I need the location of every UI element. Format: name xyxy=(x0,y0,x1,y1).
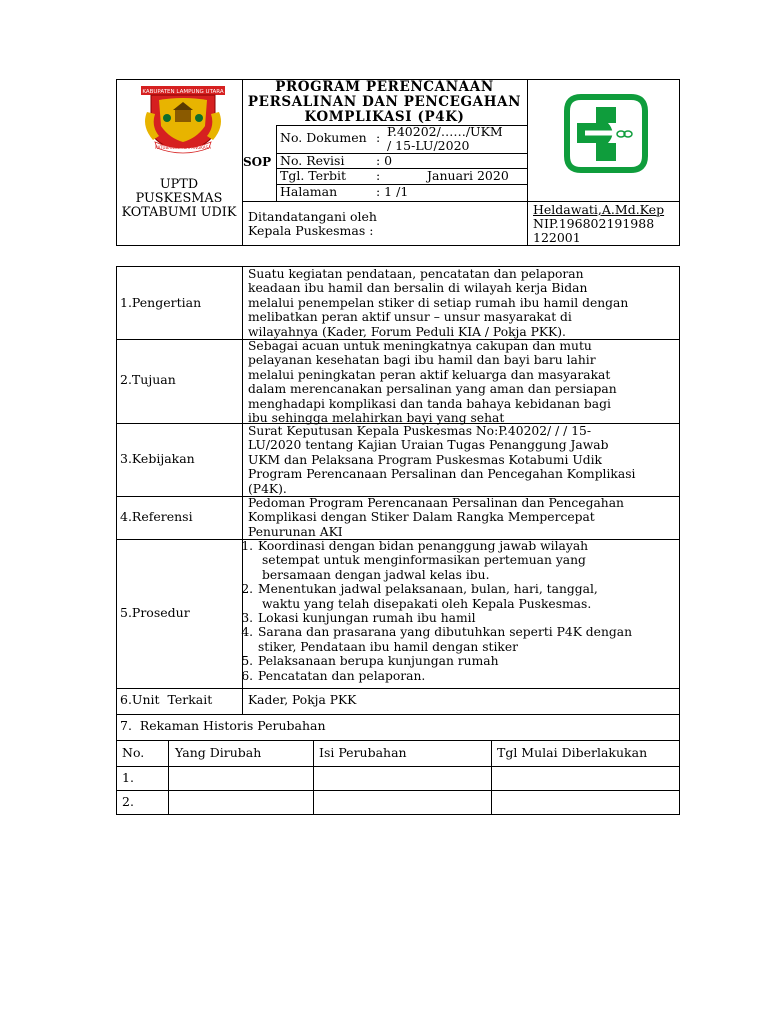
section-label-prosedur: 5.Prosedur xyxy=(120,605,190,620)
doc-number-value-line1: P.40202/……/UKM xyxy=(387,124,503,139)
puskesmas-logo xyxy=(561,91,651,176)
unit-terkait-value: Kader, Pokja PKK xyxy=(248,693,357,707)
issue-date-colon: : xyxy=(376,168,381,183)
document-title-line1: PROGRAM PERENCANAAN xyxy=(275,79,494,95)
divider xyxy=(491,740,492,815)
divider xyxy=(116,740,680,741)
org-name-line2: PUSKESMAS xyxy=(135,191,223,206)
prosedur-step: 3. Lokasi kunjungan rumah ibu hamil xyxy=(257,611,632,625)
prosedur-step: 6. Pencatatan dan pelaporan. xyxy=(257,669,632,683)
section-label-kebijakan: 3.Kebijakan xyxy=(120,451,195,466)
pengertian-text: Suatu kegiatan pendataan, pencatatan dan pelaporan keadaan ibu hamil dan bersalin di wilayah kerja Bidan melalui penempelan stiker di setiap rumah ibu hamil dengan melibatkan peran aktif unsur – unsur masyarakat di wilayahnya (Kader, Forum Peduli KIA / Pokja PKK). xyxy=(248,267,629,339)
emblem-ribbon-text: RATUBANGSA SAI ANGKASA xyxy=(155,145,211,150)
document-title-line2: PERSALINAN DAN PENCEGAHAN xyxy=(247,94,522,110)
divider xyxy=(276,125,277,201)
signer-nip-line2: 122001 xyxy=(533,230,581,245)
revision-value: : 0 xyxy=(376,153,393,168)
sop-label: SOP xyxy=(243,155,272,169)
org-name-line1: UPTD xyxy=(159,177,199,192)
divider xyxy=(313,740,314,815)
emblem-top-text: KABUPATEN LAMPUNG UTARA xyxy=(142,89,224,95)
history-col-dirubah: Yang Dirubah xyxy=(175,745,262,760)
revision-label: No. Revisi xyxy=(280,153,345,168)
history-row-no: 2. xyxy=(122,794,134,809)
doc-number-value-line2: / 15-LU/2020 xyxy=(387,138,470,153)
prosedur-list xyxy=(242,539,632,683)
doc-number-label: No. Dokumen xyxy=(280,130,367,145)
section-label-referensi: 4.Referensi xyxy=(120,509,193,524)
org-name-line3: KOTABUMI UDIK xyxy=(121,205,237,220)
prosedur-step: 5. Pelaksanaan berupa kunjungan rumah xyxy=(257,654,632,668)
signer-name: Heldawati,A.Md.Kep xyxy=(533,202,665,217)
tujuan-text: Sebagai acuan untuk meningkatnya cakupan dan mutu pelayanan kesehatan bagi ibu hamil dan bayi baru lahir melalui peningkatan peran aktif keluarga dan masyarakat dalam merencanakan persalinan yang aman dan persiapan menghadapi komplikasi dan tanda bahaya kebidanan bagi ibu sehingga melahirkan bayi yang sehat xyxy=(248,339,617,426)
section-label-unit: 6.Unit Terkait xyxy=(120,692,213,707)
regency-emblem xyxy=(137,82,229,156)
kebijakan-text: Surat Keputusan Kepala Puskesmas No:P.40202/ / / 15- LU/2020 tentang Kajian Uraian Tugas Penanggung Jawab UKM dan Pelaksana Program Puskesmas Kotabumi Udik Program Perencanaan Persalinan dan Pencegahan Komplikasi (P4K). xyxy=(248,424,636,496)
history-col-isi: Isi Perubahan xyxy=(319,745,407,760)
history-row-no: 1. xyxy=(122,770,134,785)
divider xyxy=(116,790,680,791)
prosedur-step: 1. Koordinasi dengan bidan penanggung jawab wilayah setempat untuk menginformasikan pertemuan yang bersamaan dengan jadwal kelas ibu. xyxy=(257,539,632,582)
signed-by-line2: Kepala Puskesmas : xyxy=(248,223,374,238)
divider xyxy=(168,740,169,815)
section-label-pengertian: 1.Pengertian xyxy=(120,295,202,310)
section-label-tujuan: 2.Tujuan xyxy=(120,372,176,387)
divider xyxy=(527,79,528,246)
prosedur-step: 4. Sarana dan prasarana yang dibutuhkan seperti P4K dengan stiker, Pendataan ibu hamil dengan stiker xyxy=(257,625,632,654)
signer-nip-line1: NIP.196802191988 xyxy=(533,216,655,231)
page-label: Halaman xyxy=(280,184,338,199)
signed-by-line1: Ditandatangani oleh xyxy=(248,209,377,224)
prosedur-step: 2. Menentukan jadwal pelaksanaan, bulan, hari, tanggal, waktu yang telah disepakati oleh Kepala Puskesmas. xyxy=(257,582,632,611)
issue-date-label: Tgl. Terbit xyxy=(280,168,347,183)
history-heading: 7. Rekaman Historis Perubahan xyxy=(120,718,326,733)
referensi-text: Pedoman Program Perencanaan Persalinan dan Pencegahan Komplikasi dengan Stiker Dalam Rangka Mempercepat Penurunan AKI xyxy=(248,496,624,539)
issue-date-value: Januari 2020 xyxy=(427,168,509,183)
divider xyxy=(116,766,680,767)
divider xyxy=(116,688,680,689)
history-col-no: No. xyxy=(122,745,145,760)
document-title-line3: KOMPLIKASI (P4K) xyxy=(304,109,465,125)
doc-number-colon: : xyxy=(376,130,381,145)
divider xyxy=(116,714,680,715)
page-value: : 1 /1 xyxy=(376,184,409,199)
history-col-tgl: Tgl Mulai Diberlakukan xyxy=(497,745,648,760)
